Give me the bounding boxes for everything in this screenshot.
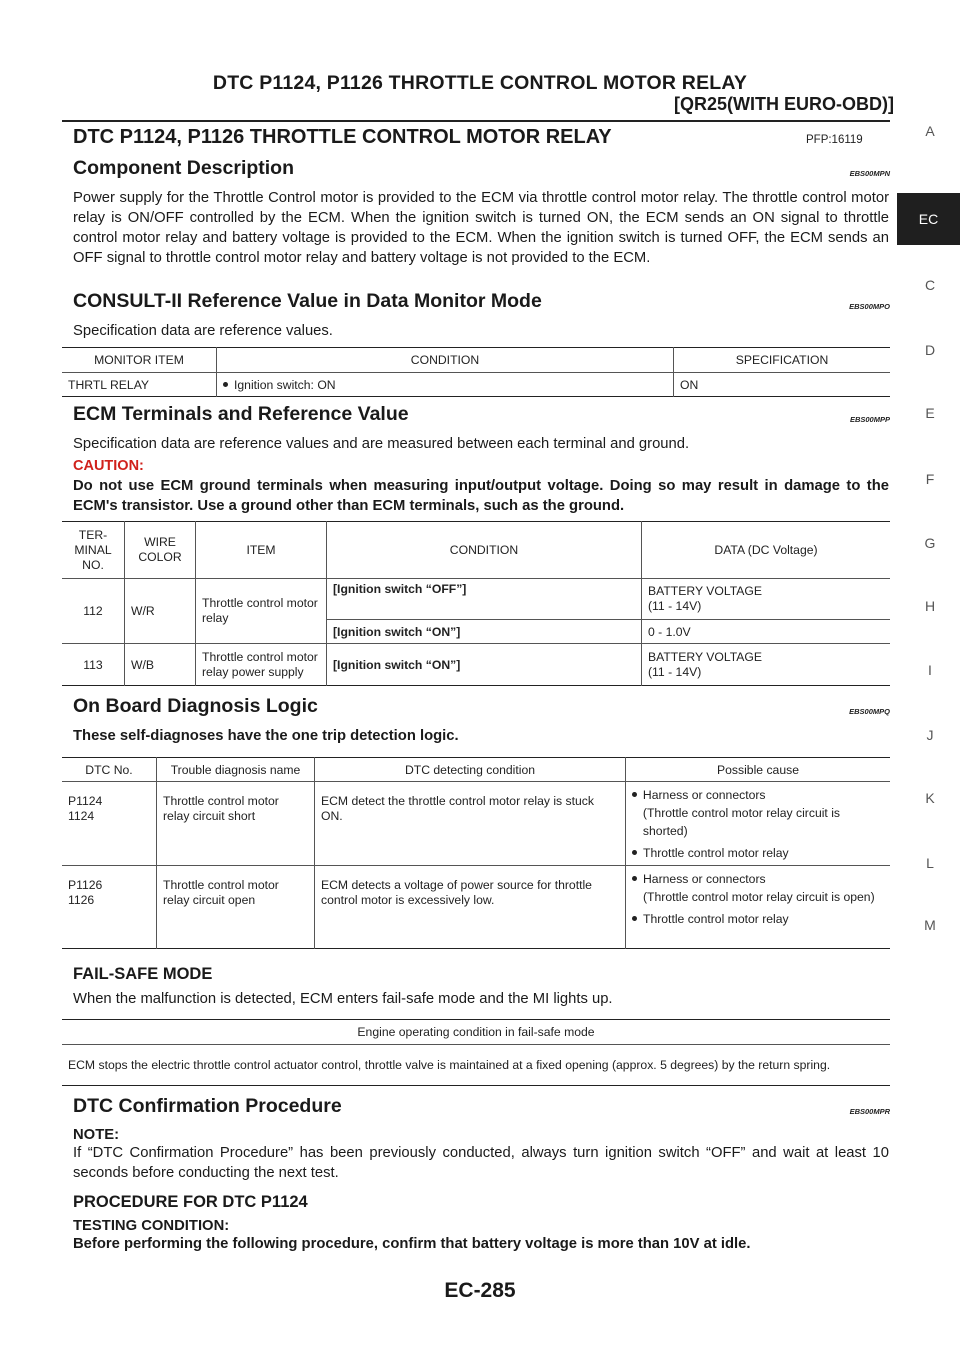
testing-condition-title: TESTING CONDITION:: [73, 1218, 230, 1234]
ecm-cell-data: 0 - 1.0V: [642, 620, 891, 644]
obd-heading: On Board Diagnosis Logic: [73, 695, 318, 717]
consult-condition-text: Ignition switch: ON: [234, 377, 336, 392]
obd-intro: These self-diagnoses have the one trip detection logic.: [73, 728, 459, 744]
consult-cell-condition: [217, 373, 674, 397]
section-title: DTC P1124, P1126 THROTTLE CONTROL MOTOR RELAY: [73, 126, 612, 148]
failsafe-header: Engine operating condition in fail-safe mode: [62, 1020, 890, 1045]
ecm-header-data: DATA (DC Voltage): [642, 522, 891, 579]
table-row: [62, 579, 890, 620]
ecm-cell-data: BATTERY VOLTAGE (11 - 14V): [642, 579, 891, 620]
bullet-icon: [223, 382, 228, 387]
ecm-header-wire: WIRE COLOR: [125, 522, 196, 579]
ecm-header-condition: CONDITION: [327, 522, 642, 579]
bullet-icon: [632, 850, 637, 855]
side-index-l[interactable]: L: [926, 855, 934, 871]
obd-cell-name: Throttle control motor relay circuit short: [157, 782, 315, 866]
obd-cell-dtc: P1124 1124: [62, 782, 157, 866]
obd-header-condition: DTC detecting condition: [315, 758, 626, 782]
obd-header-cause: Possible cause: [626, 758, 891, 782]
ecm-cell-condition: [Ignition switch “OFF”]: [327, 579, 642, 620]
ecm-cell-item: Throttle control motor relay: [196, 579, 327, 644]
obd-cell-dtc: P1126 1126: [62, 866, 157, 949]
side-index-j[interactable]: J: [926, 727, 934, 743]
ecm-cell-wire: W/B: [125, 644, 196, 686]
ecm-cell-data: BATTERY VOLTAGE (11 - 14V): [648, 649, 763, 679]
side-index-ec-active[interactable]: [897, 193, 960, 245]
table-row: [62, 373, 890, 397]
ecm-table: [62, 521, 890, 686]
obd-cell-cause: [626, 866, 891, 949]
ecm-intro: Specification data are reference values and are measured between each terminal and ground.: [73, 436, 690, 452]
obd-header-dtc: DTC No.: [62, 758, 157, 782]
failsafe-table: [62, 1019, 890, 1086]
side-index-ec-label: EC: [918, 211, 939, 227]
side-index-e[interactable]: E: [925, 405, 935, 421]
component-description-heading: Component Description: [73, 157, 295, 179]
pfp-code: PFP:16119: [806, 134, 863, 146]
side-index-i[interactable]: I: [928, 662, 932, 678]
ecm-header-terminal: TER- MINAL NO.: [62, 522, 125, 579]
dtc-confirmation-code: EBS00MPR: [849, 1107, 890, 1116]
side-index-k[interactable]: K: [925, 790, 935, 806]
ecm-cell-item: Throttle control motor relay power supply: [196, 644, 327, 686]
obd-cause-item: Throttle control motor relay: [643, 846, 789, 860]
header-divider: [62, 120, 890, 122]
consult-code: EBS00MPO: [849, 302, 890, 311]
consult-intro: Specification data are reference values.: [73, 323, 333, 339]
side-index-a[interactable]: A: [925, 123, 935, 139]
obd-cause-item: Harness or connectors (Throttle control motor relay circuit is open): [643, 872, 875, 904]
ecm-code: EBS00MPP: [849, 415, 890, 424]
side-index-f[interactable]: F: [925, 471, 935, 487]
obd-cell-condition: ECM detect the throttle control motor relay is stuck ON.: [315, 782, 626, 866]
failsafe-intro: When the malfunction is detected, ECM enters fail-safe mode and the MI lights up.: [73, 991, 613, 1007]
caution-text: Do not use ECM ground terminals when measuring input/output voltage. Doing so may result in damage to the ECM's transistor. Use a ground other than ECM terminals, such as the ground.: [73, 478, 889, 514]
bullet-icon: [632, 916, 637, 921]
side-index-g[interactable]: G: [924, 535, 936, 551]
ecm-cell-condition: [Ignition switch “ON”]: [327, 644, 642, 686]
obd-table: [62, 757, 890, 949]
failsafe-text: ECM stops the electric throttle control actuator control, throttle valve is maintained at a fixed opening (approx. 5 degrees) by the return spring.: [68, 1058, 831, 1072]
table-row: [62, 782, 890, 866]
consult-cell-item: THRTL RELAY: [62, 373, 217, 397]
ecm-heading: ECM Terminals and Reference Value: [73, 403, 409, 425]
ecm-header-item: ITEM: [196, 522, 327, 579]
ecm-cell-condition: [Ignition switch “ON”]: [327, 620, 642, 644]
note-text: If “DTC Confirmation Procedure” has been previously conducted, always turn ignition switch “OFF” and wait at least 10 seconds before conducting the next test.: [73, 1145, 889, 1181]
side-index-m[interactable]: M: [924, 917, 936, 933]
obd-header-name: Trouble diagnosis name: [157, 758, 315, 782]
note-title: NOTE:: [73, 1127, 120, 1143]
bullet-icon: [632, 792, 637, 797]
side-index-c[interactable]: C: [924, 277, 936, 293]
page-header-title: DTC P1124, P1126 THROTTLE CONTROL MOTOR RELAY: [212, 72, 748, 94]
obd-cause-item: Harness or connectors (Throttle control motor relay circuit is shorted): [642, 788, 841, 838]
page-number: EC-285: [444, 1279, 516, 1302]
obd-cell-condition: ECM detects a voltage of power source for throttle control motor is excessively low.: [315, 866, 626, 949]
side-index-h[interactable]: H: [924, 598, 936, 614]
ecm-cell-terminal: 112: [62, 579, 125, 644]
side-index-d[interactable]: D: [924, 342, 936, 358]
ecm-cell-wire: W/R: [125, 579, 196, 644]
failsafe-heading: FAIL-SAFE MODE: [73, 965, 213, 983]
obd-cell-cause: [626, 782, 891, 866]
testing-condition-text: Before performing the following procedure, confirm that battery voltage is more than 10V at idle.: [73, 1236, 751, 1252]
obd-cause-item: Throttle control motor relay: [643, 912, 789, 926]
consult-cell-spec: ON: [680, 377, 699, 392]
bullet-icon: [632, 876, 637, 881]
obd-code: EBS00MPQ: [849, 707, 890, 716]
procedure-heading: PROCEDURE FOR DTC P1124: [73, 1193, 308, 1211]
consult-header-item: MONITOR ITEM: [62, 348, 217, 373]
dtc-confirmation-heading: DTC Confirmation Procedure: [73, 1095, 342, 1117]
consult-header-condition: CONDITION: [217, 348, 674, 373]
component-description-code: EBS00MPN: [849, 169, 890, 178]
table-row: [62, 1045, 890, 1086]
consult-table: [62, 347, 890, 397]
consult-header-spec: SPECIFICATION: [674, 348, 891, 373]
consult-heading: CONSULT-II Reference Value in Data Monitor Mode: [73, 290, 542, 312]
caution-title: CAUTION:: [73, 458, 144, 474]
component-description-text: Power supply for the Throttle Control motor is provided to the ECM via throttle control motor relay. The throttle control motor relay is ON/OFF controlled by the ECM. When the ignition switch is turned ON, the ECM sends an ON signal to throttle control motor relay and battery voltage is provided to the ECM. When the ignition switch is turned OFF, the ECM sends an OFF signal to throttle control motor relay and battery voltage is not provided to the ECM.: [73, 190, 889, 266]
ecm-cell-terminal: 113: [62, 644, 125, 686]
table-row: [62, 866, 890, 949]
obd-cell-name: Throttle control motor relay circuit open: [157, 866, 315, 949]
page-header-subtitle: [QR25(WITH EURO-OBD)]: [674, 94, 894, 114]
table-row: [62, 644, 890, 686]
